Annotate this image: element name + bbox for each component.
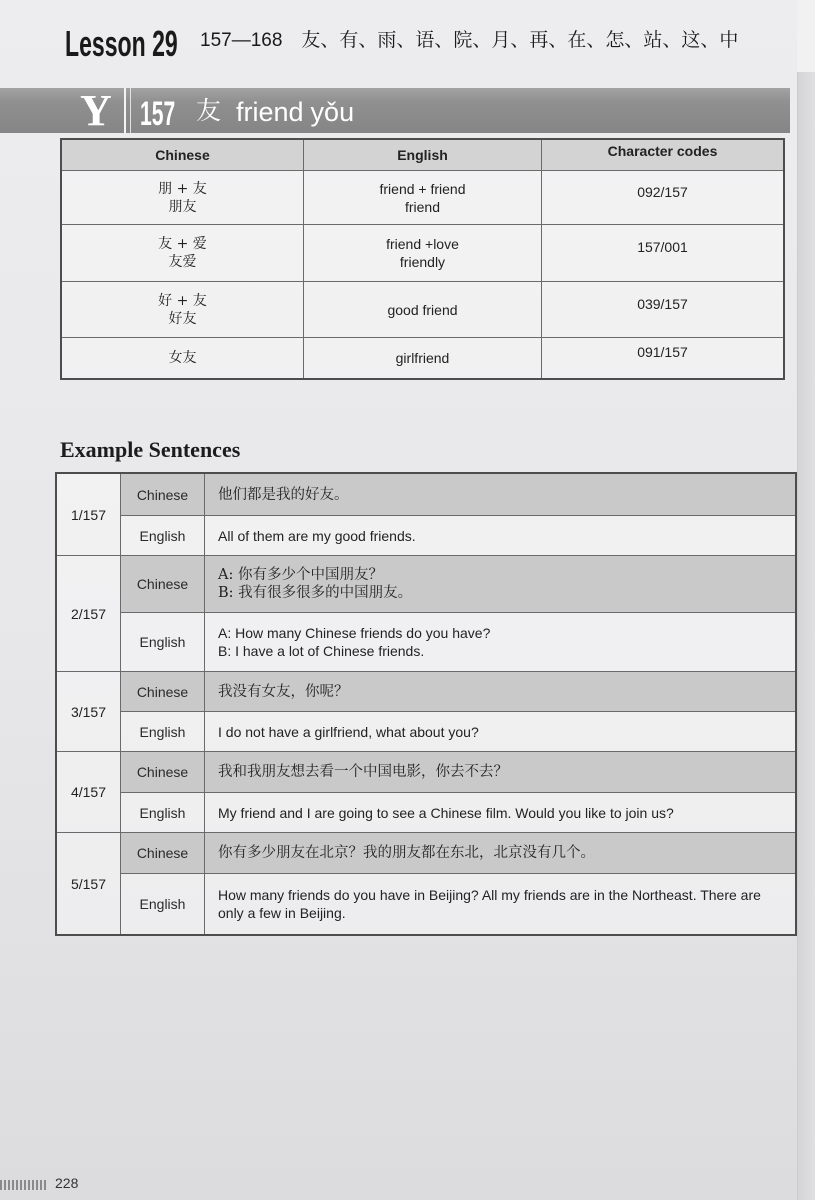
english-sentence — [205, 613, 795, 671]
example-id: 1/157 — [57, 474, 121, 555]
english-cell — [304, 171, 542, 224]
page-number: 228 — [55, 1175, 79, 1191]
lesson-title: Lesson 29 — [65, 23, 178, 64]
chinese-cell — [62, 338, 304, 378]
chinese-line: 友 + 爱 — [158, 236, 207, 252]
chinese-line: 朋友 — [168, 198, 197, 215]
adjacent-page-corner — [797, 0, 815, 72]
chinese-label: Chinese — [121, 672, 205, 712]
english-sentence — [205, 874, 795, 934]
table-row — [62, 282, 783, 338]
character-code-cell: 091/157 — [637, 344, 688, 360]
english-cell — [304, 225, 542, 281]
example-sentence-group — [57, 672, 795, 752]
sentence-line: A: 你有多少个中国朋友？ — [218, 567, 383, 583]
sentence-line: I do not have a girlfriend, what about you? — [218, 723, 479, 740]
english-line: friendly — [399, 254, 446, 270]
lesson-character-range — [200, 31, 738, 50]
character-code-cell: 092/157 — [637, 183, 688, 200]
sentence-line: 我没有女友，你呢？ — [218, 683, 349, 700]
english-label: English — [121, 793, 205, 832]
sentence-line: How many friends do you have in Beijing? All my friends are in the Northeast. There are only a few in Beijing. — [218, 887, 761, 921]
chinese-sentence — [205, 474, 795, 516]
page-marker-stripes — [0, 1180, 46, 1190]
english-cell — [304, 338, 542, 378]
chinese-label: Chinese — [121, 556, 205, 613]
sentence-line: 他们都是我的好友。 — [218, 486, 349, 503]
vocabulary-table-header — [62, 140, 783, 171]
english-cell — [304, 282, 542, 337]
banner-character-number: 157 — [140, 95, 176, 133]
banner-divider — [124, 88, 131, 133]
chinese-sentence — [205, 752, 795, 793]
example-sentences-table — [55, 472, 797, 936]
english-line: friend — [404, 198, 441, 215]
chinese-label: Chinese — [121, 833, 205, 874]
banner-meaning: friend — [236, 97, 304, 127]
character-banner — [0, 88, 790, 133]
vocabulary-table — [60, 138, 785, 380]
example-sentence-group — [57, 752, 795, 833]
table-row — [62, 338, 783, 378]
chinese-label: Chinese — [121, 752, 205, 793]
english-label: English — [121, 712, 205, 751]
english-line: girlfriend — [395, 350, 450, 366]
sentence-line: B: I have a lot of Chinese friends. — [218, 643, 425, 659]
sentence-line: 我和我朋友想去看一个中国电影，你去不去？ — [218, 764, 508, 780]
english-label: English — [121, 516, 205, 555]
banner-meaning-pinyin — [236, 99, 354, 126]
example-id: 5/157 — [57, 833, 121, 934]
sentence-line: A: How many Chinese friends do you have? — [218, 625, 491, 641]
english-line: friend + friend — [379, 180, 466, 197]
banner-pinyin: yǒu — [310, 97, 355, 127]
chinese-line: 好友 — [168, 310, 197, 327]
chinese-label: Chinese — [121, 474, 205, 516]
chinese-sentence — [205, 556, 795, 613]
banner-character: 友 — [196, 96, 222, 125]
sentence-line: 你有多少朋友在北京？我的朋友都在东北，北京没有几个。 — [218, 845, 595, 861]
lesson-characters: 友、有、雨、语、院、月、再、在、怎、站、这、中 — [301, 29, 739, 51]
table-row — [62, 171, 783, 225]
english-sentence — [205, 516, 795, 555]
example-id: 3/157 — [57, 672, 121, 751]
column-header-chinese: Chinese — [62, 140, 304, 170]
column-header-character-codes: Character codes — [607, 143, 718, 159]
chinese-cell — [62, 171, 304, 224]
character-code-cell: 039/157 — [637, 295, 688, 312]
column-header-english: English — [304, 140, 542, 170]
chinese-sentence — [205, 672, 795, 712]
sentence-line: My friend and I are going to see a Chinese film. Would you like to join us? — [218, 804, 674, 821]
chinese-line: 好 + 友 — [158, 292, 207, 309]
english-label: English — [121, 613, 205, 671]
english-label: English — [121, 874, 205, 934]
english-line: good friend — [387, 301, 458, 318]
sentence-line: All of them are my good friends. — [218, 527, 416, 544]
chinese-sentence — [205, 833, 795, 874]
example-sentence-group — [57, 833, 795, 934]
english-line: friend +love — [386, 236, 459, 252]
banner-letter: Y — [80, 86, 112, 135]
english-sentence — [205, 712, 795, 751]
example-sentence-group — [57, 474, 795, 556]
table-row — [62, 225, 783, 282]
adjacent-page-edge — [797, 72, 815, 1200]
lesson-range: 157—168 — [200, 30, 283, 51]
chinese-line: 女友 — [168, 350, 197, 366]
english-sentence — [205, 793, 795, 832]
chinese-cell — [62, 225, 304, 281]
chinese-line: 友爱 — [168, 254, 197, 270]
chinese-line: 朋 + 友 — [158, 180, 207, 197]
example-id: 4/157 — [57, 752, 121, 832]
chinese-cell — [62, 282, 304, 337]
example-sentences-heading: Example Sentences — [60, 437, 241, 462]
sentence-line: B: 我有很多很多的中国朋友。 — [218, 585, 413, 601]
character-code-cell: 157/001 — [637, 239, 688, 255]
example-id: 2/157 — [57, 556, 121, 671]
example-sentence-group — [57, 556, 795, 672]
